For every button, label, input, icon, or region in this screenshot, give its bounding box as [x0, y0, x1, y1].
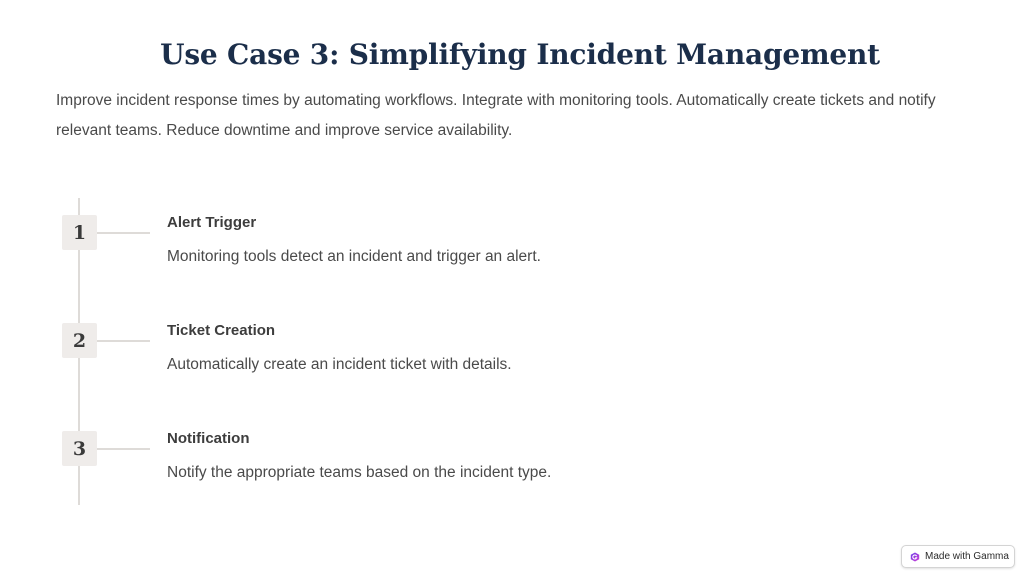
step-title: Ticket Creation	[167, 322, 276, 339]
step-description: Automatically create an incident ticket with details.	[167, 356, 512, 373]
timeline-step-3	[0, 414, 1024, 494]
timeline-step-2	[0, 306, 1024, 386]
step-description: Monitoring tools detect an incident and trigger an alert.	[167, 248, 541, 265]
made-with-gamma-label: Made with Gamma	[925, 551, 1009, 562]
gamma-logo-icon	[910, 552, 920, 562]
step-title: Notification	[167, 430, 250, 447]
timeline-step-1	[0, 198, 1024, 278]
step-title: Alert Trigger	[167, 214, 257, 231]
step-connector-line	[97, 340, 150, 342]
made-with-gamma-button[interactable]	[901, 545, 1015, 568]
step-number-badge: 1	[62, 215, 97, 250]
step-connector-line	[97, 448, 150, 450]
step-connector-line	[97, 232, 150, 234]
intro-paragraph: Improve incident response times by automating workflows. Integrate with monitoring tools. Automatically create tickets and notify relevant teams. Reduce downtime and improve service availability.	[56, 92, 936, 139]
slide-title: Use Case 3: Simplifying Incident Management	[160, 38, 880, 71]
step-description: Notify the appropriate teams based on the incident type.	[167, 464, 552, 481]
step-number-badge: 3	[62, 431, 97, 466]
step-number-badge: 2	[62, 323, 97, 358]
